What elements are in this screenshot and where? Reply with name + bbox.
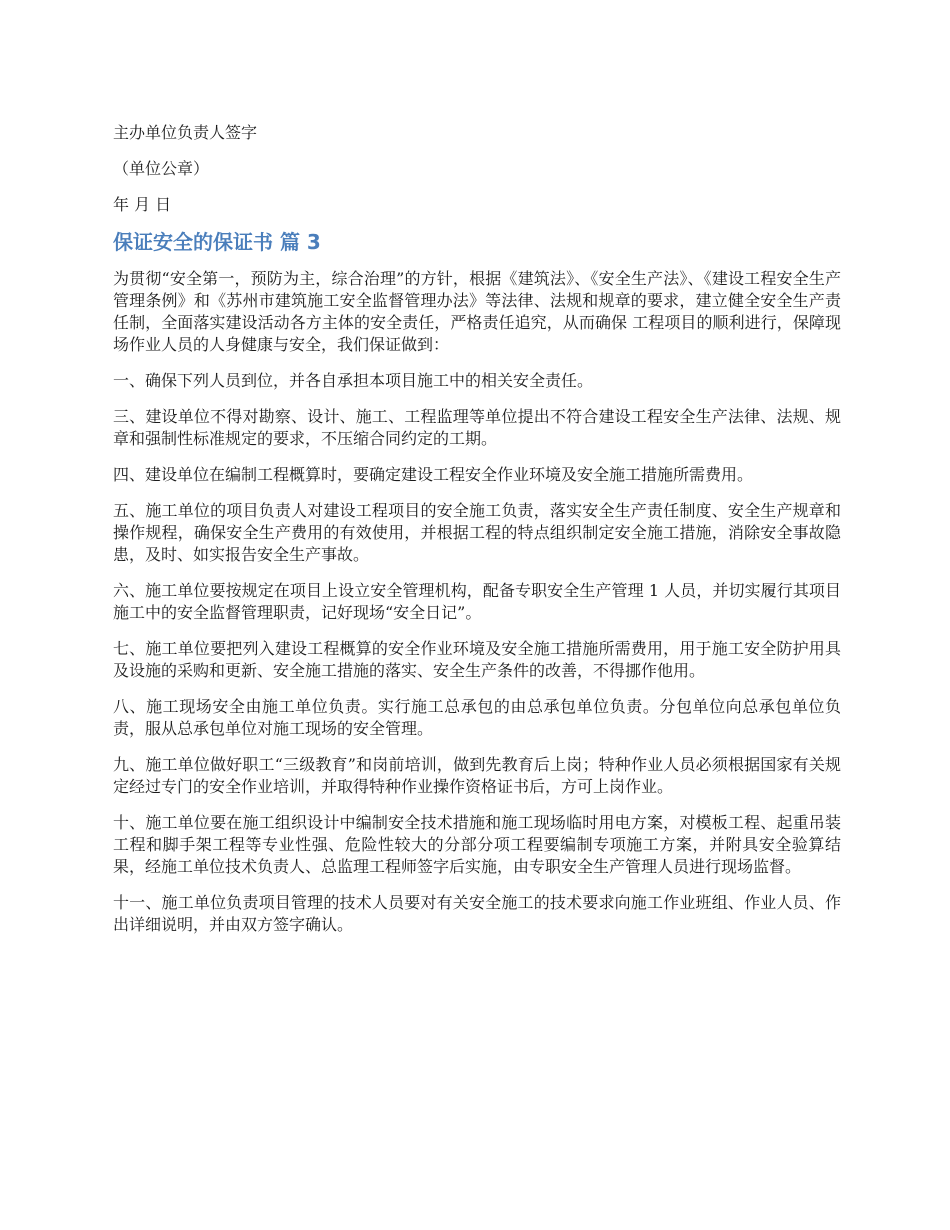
clause-5: 五、施工单位的项目负责人对建设工程项目的安全施工负责，落实安全生产责任制度、安全生产规章和操作规程，确保安全生产费用的有效使用，并根据工程的特点组织制定安全施工措施，消除安全事故隐患，及时、如实报告安全生产事故。 — [113, 501, 841, 564]
clause-11: 十一、施工单位负责项目管理的技术人员要对有关安全施工的技术要求向施工作业班组、作业人员、作出详细说明，并由双方签字确认。 — [113, 893, 841, 934]
seal-line: （单位公章） — [113, 159, 210, 178]
clause-7: 七、施工单位要把列入建设工程概算的安全作业环境及安全施工措施所需费用，用于施工安全防护用具及设施的采购和更新、安全施工措施的落实、安全生产条件的改善，不得挪作他用。 — [113, 639, 841, 680]
clause-6: 六、施工单位要按规定在项目上设立安全管理机构，配备专职安全生产管理 1 人员，并切实履行其项目施工中的安全监督管理职责，记好现场“安全日记”。 — [113, 581, 841, 622]
clause-1: 一、确保下列人员到位，并各自承担本项目施工中的相关安全责任。 — [113, 371, 594, 390]
intro-paragraph: 为贯彻“安全第一，预防为主，综合治理”的方针，根据《建筑法》、《安全生产法》、《建设工程安全生产管理条例》和《苏州市建筑施工安全监督管理办法》等法律、法规和规章的要求，建立健全安全生产责任制，全面落实建设活动各方主体的安全责任，严格责任追究，从而确保 工程项目的顺利进行，保障现场作业人员的人身健康与安全，我们保证做到： — [113, 269, 841, 354]
document-page — [113, 122, 841, 950]
date-line: 年 月 日 — [113, 195, 172, 214]
section-heading: 保证安全的保证书 篇 3 — [113, 230, 321, 254]
clause-4: 四、建设单位在编制工程概算时，要确定建设工程安全作业环境及安全施工措施所需费用。 — [113, 465, 754, 484]
signer-signature-line: 主办单位负责人签字 — [113, 123, 258, 142]
clause-10: 十、施工单位要在施工组织设计中编制安全技术措施和施工现场临时用电方案，对模板工程、起重吊装工程和脚手架工程等专业性强、危险性较大的分部分项工程要编制专项施工方案，并附具安全验算结果，经施工单位技术负责人、总监理工程师签字后实施，由专职安全生产管理人员进行现场监督。 — [113, 813, 841, 876]
clause-8: 八、施工现场安全由施工单位负责。实行施工总承包的由总承包单位负责。分包单位向总承包单位负责，服从总承包单位对施工现场的安全管理。 — [113, 697, 841, 738]
clause-9: 九、施工单位做好职工“三级教育”和岗前培训，做到先教育后上岗；特种作业人员必须根据国家有关规定经过专门的安全作业培训，并取得特种作业操作资格证书后，方可上岗作业。 — [113, 755, 841, 796]
clause-3: 三、建设单位不得对勘察、设计、施工、工程监理等单位提出不符合建设工程安全生产法律、法规、规章和强制性标准规定的要求，不压缩合同约定的工期。 — [113, 407, 841, 448]
